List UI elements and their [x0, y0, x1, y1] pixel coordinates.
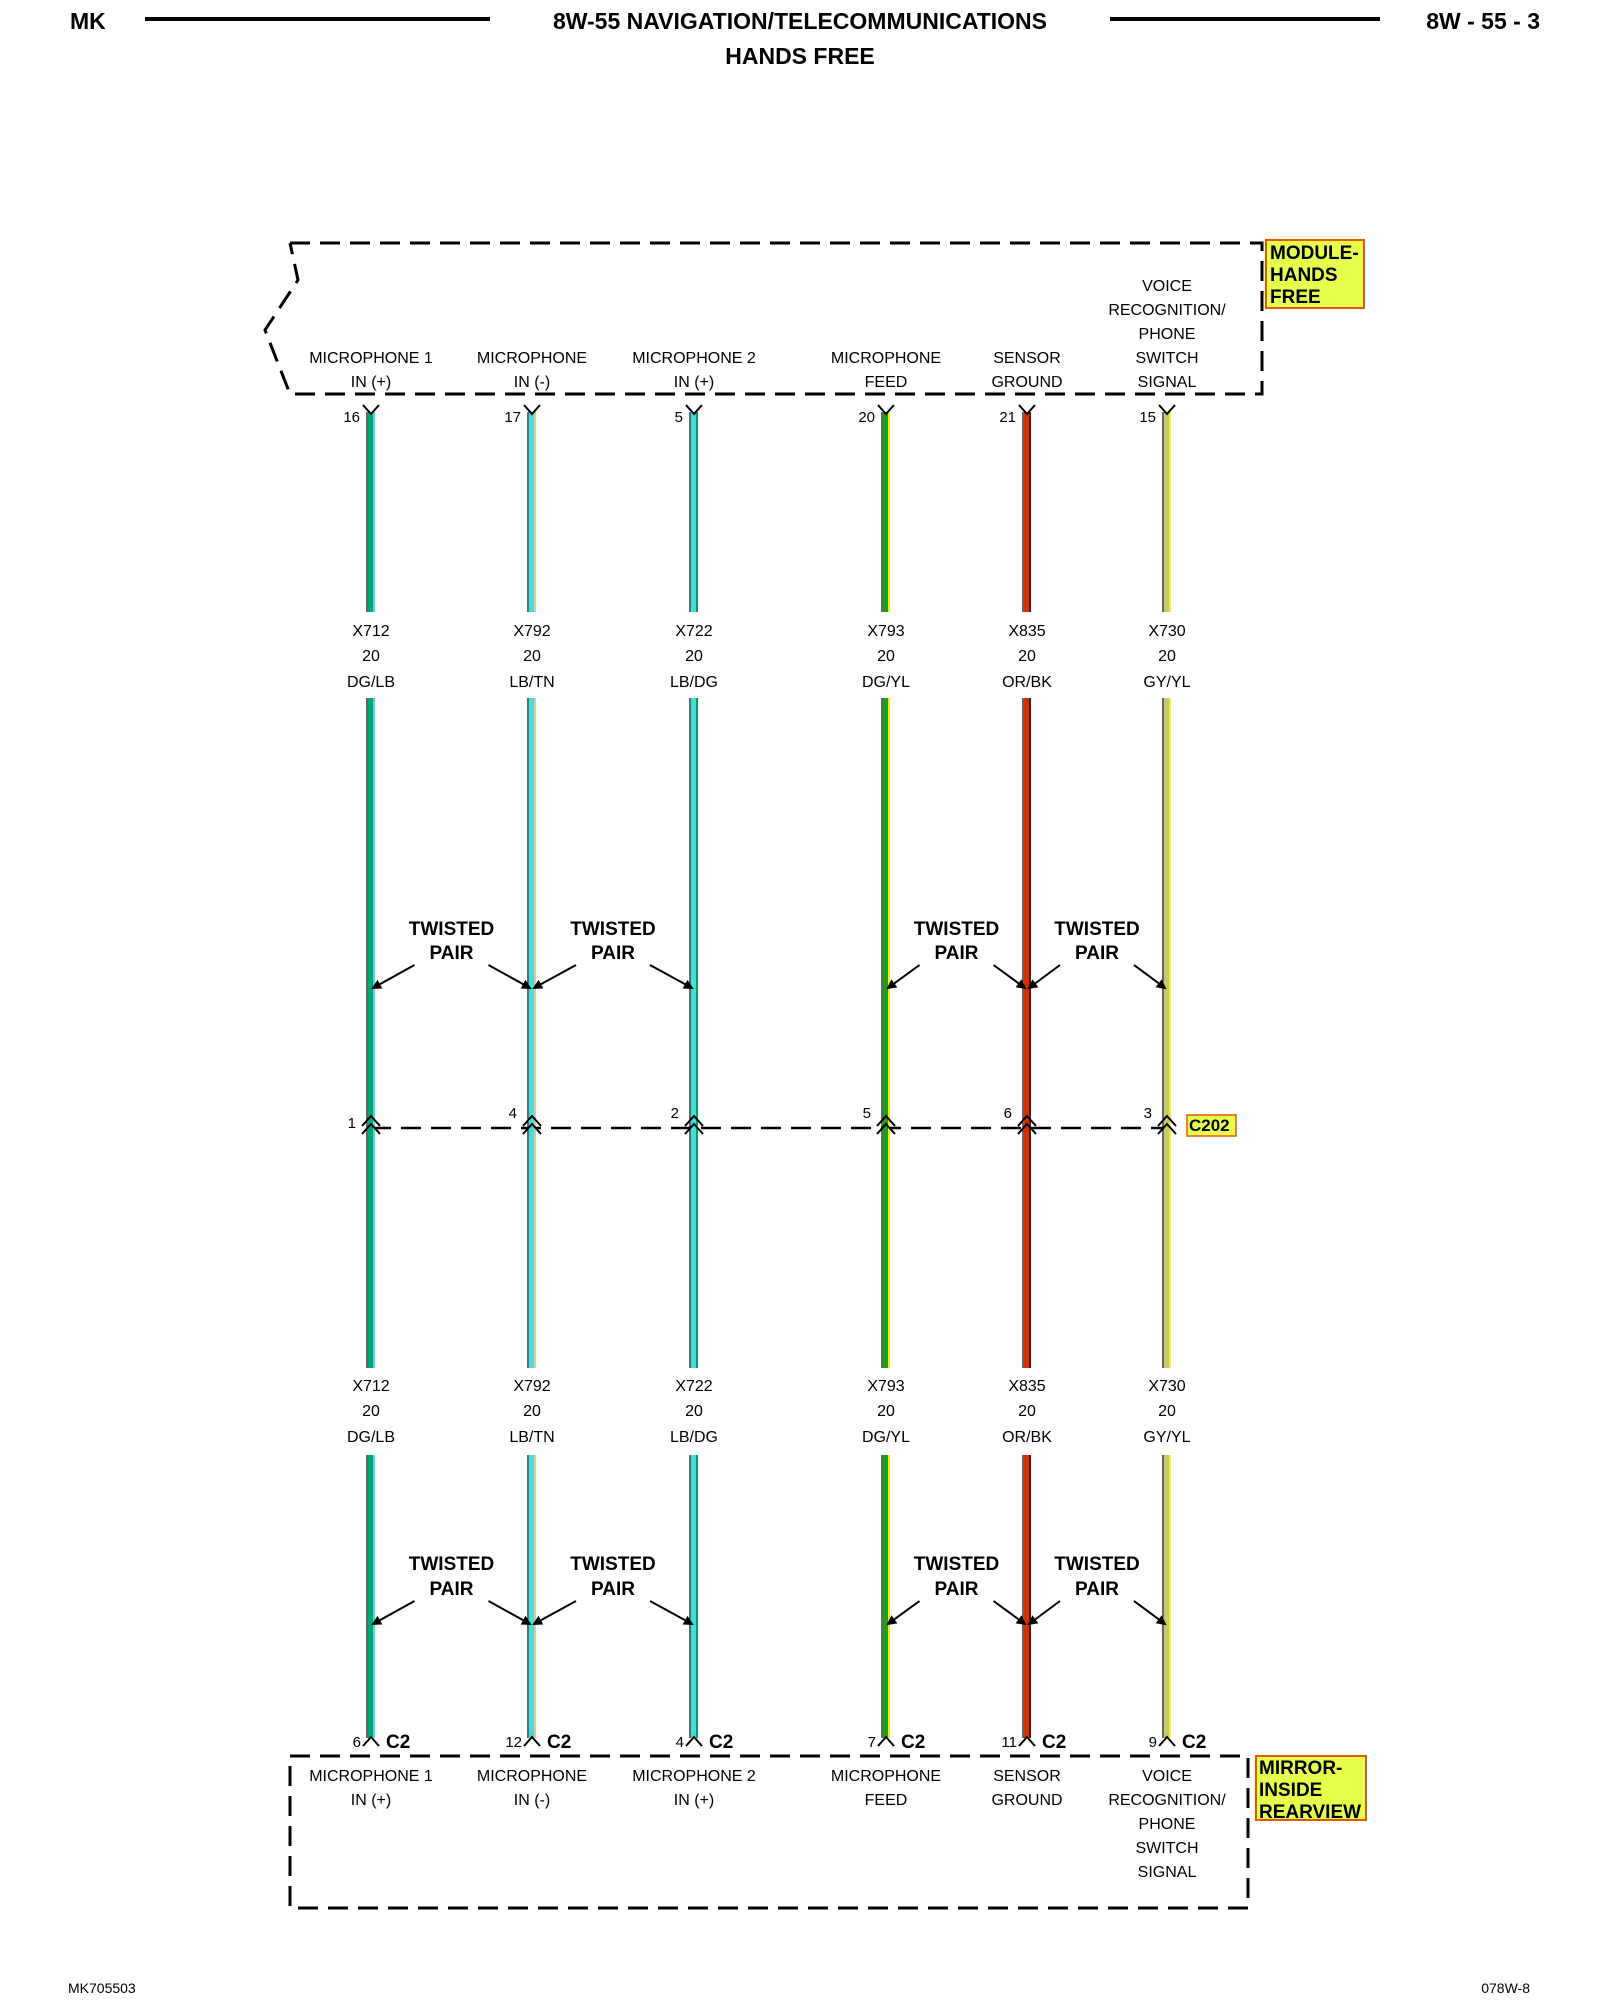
mirror-inside-rearview-label: INSIDE: [1259, 1780, 1323, 1801]
twisted-pair-arrow: [650, 965, 692, 988]
circuit-id-label: X792: [513, 623, 551, 640]
terminal-pin-icon: [1019, 1737, 1035, 1746]
top-circuit-label: IN (+): [673, 374, 715, 391]
wire-color-code-label: LB/DG: [669, 674, 719, 691]
top-circuit-label: RECOGNITION/: [1108, 302, 1226, 319]
bottom-pin-number: 9: [1148, 1734, 1157, 1751]
twisted-pair-label: TWISTED: [408, 1554, 495, 1575]
wire-gauge-label: 20: [877, 648, 895, 665]
wire-gauge-label: 20: [1018, 1403, 1036, 1420]
twisted-pair-arrow: [1029, 1601, 1060, 1624]
c202-pin-number: 5: [862, 1105, 871, 1122]
mirror-inside-rearview-box: [290, 1756, 1248, 1908]
twisted-pair-label: TWISTED: [408, 919, 495, 940]
top-pin-number: 16: [343, 409, 360, 426]
wire-color-code-label: DG/LB: [346, 674, 396, 691]
circuit-id-label: X722: [675, 623, 713, 640]
wire-gauge-label: 20: [523, 648, 541, 665]
twisted-pair-label: PAIR: [429, 1579, 474, 1600]
module-hands-free-label: HANDS: [1270, 265, 1338, 286]
wire-color-code-label: GY/YL: [1143, 674, 1191, 691]
top-pin-number: 20: [858, 409, 875, 426]
bottom-circuit-label: IN (+): [673, 1792, 715, 1809]
bottom-connector-name: C2: [547, 1732, 572, 1753]
twisted-pair-arrow: [489, 1601, 531, 1624]
wire-color-code-label: GY/YL: [1143, 1429, 1191, 1446]
wire-gauge-label: 20: [685, 648, 703, 665]
terminal-pin-icon: [878, 405, 894, 414]
twisted-pair-label: PAIR: [591, 943, 635, 964]
circuit-id-label: X730: [1148, 1378, 1186, 1395]
twisted-pair-arrow: [489, 965, 531, 988]
mirror-inside-rearview-label: MIRROR-: [1259, 1758, 1343, 1779]
connector-c202-label: C202: [1189, 1116, 1230, 1135]
wire-color-code-label: OR/BK: [1002, 1429, 1052, 1446]
terminal-pin-icon: [1159, 1737, 1175, 1746]
twisted-pair-label: TWISTED: [913, 919, 1000, 940]
twisted-pair-arrow: [534, 1601, 576, 1624]
wire-color-code-label: DG/YL: [861, 674, 911, 691]
bottom-connector-name: C2: [386, 1732, 411, 1753]
twisted-pair-label: PAIR: [1075, 1579, 1119, 1600]
top-pin-number: 21: [999, 409, 1016, 426]
c202-pin-number: 3: [1143, 1105, 1152, 1122]
bottom-circuit-label: IN (+): [350, 1792, 392, 1809]
top-circuit-label: MICROPHONE: [830, 350, 942, 367]
terminal-pin-icon: [363, 405, 379, 414]
bottom-circuit-label: MICROPHONE 2: [632, 1768, 756, 1785]
terminal-pin-icon: [363, 1737, 379, 1746]
wire-color-code-label: OR/BK: [1002, 674, 1052, 691]
terminal-pin-icon: [1019, 405, 1035, 414]
module-hands-free-label: FREE: [1270, 287, 1321, 308]
twisted-pair-label: PAIR: [429, 943, 474, 964]
c202-pin-number: 2: [670, 1105, 679, 1122]
top-circuit-label: SWITCH: [1135, 350, 1199, 367]
bottom-circuit-label: MICROPHONE: [830, 1768, 942, 1785]
wire-gauge-label: 20: [362, 1403, 380, 1420]
twisted-pair-label: TWISTED: [1054, 1554, 1140, 1575]
wire-color-code-label: DG/YL: [861, 1429, 911, 1446]
circuit-id-label: X792: [513, 1378, 551, 1395]
wire-gauge-label: 20: [877, 1403, 895, 1420]
c202-pin-number: 4: [508, 1105, 517, 1122]
bottom-pin-number: 12: [505, 1734, 522, 1751]
bottom-circuit-label: MICROPHONE: [476, 1768, 588, 1785]
top-circuit-label: SENSOR: [993, 350, 1061, 367]
bottom-pin-number: 7: [867, 1734, 876, 1751]
terminal-pin-icon: [686, 405, 702, 414]
wire-color-code-label: LB/TN: [509, 1429, 555, 1446]
circuit-id-label: X835: [1008, 1378, 1046, 1395]
top-circuit-label: SIGNAL: [1137, 374, 1197, 391]
twisted-pair-arrow: [1134, 965, 1165, 988]
bottom-circuit-label: SWITCH: [1135, 1840, 1199, 1857]
wire-gauge-label: 20: [685, 1403, 703, 1420]
c202-pin-number: 1: [347, 1115, 356, 1132]
footer-left-code: MK705503: [68, 1980, 136, 1996]
wire-gauge-label: 20: [523, 1403, 541, 1420]
twisted-pair-label: TWISTED: [570, 1554, 656, 1575]
circuit-id-label: X835: [1008, 623, 1046, 640]
header-left-code: MK: [70, 8, 106, 34]
twisted-pair-arrow: [650, 1601, 692, 1624]
page-title-line1: 8W-55 NAVIGATION/TELECOMMUNICATIONS: [552, 8, 1048, 34]
twisted-pair-label: PAIR: [934, 1579, 979, 1600]
top-circuit-label: GROUND: [991, 374, 1063, 391]
top-circuit-label: MICROPHONE 2: [632, 350, 756, 367]
terminal-pin-icon: [524, 405, 540, 414]
page-title-line2: HANDS FREE: [725, 43, 875, 69]
twisted-pair-label: TWISTED: [1054, 919, 1140, 940]
top-pin-number: 5: [674, 409, 683, 426]
wire-gauge-label: 20: [362, 648, 380, 665]
wire-color-code-label: LB/TN: [509, 674, 555, 691]
bottom-circuit-label: IN (-): [513, 1792, 551, 1809]
bottom-circuit-label: MICROPHONE 1: [309, 1768, 433, 1785]
footer-right-code: 078W-8: [1481, 1980, 1530, 1996]
top-circuit-label: IN (-): [513, 374, 551, 391]
module-hands-free-label: MODULE-: [1270, 243, 1359, 264]
twisted-pair-label: PAIR: [591, 1579, 635, 1600]
c202-pin-number: 6: [1003, 1105, 1012, 1122]
bottom-circuit-label: SIGNAL: [1137, 1864, 1197, 1881]
circuit-id-label: X712: [352, 623, 390, 640]
twisted-pair-arrow: [994, 965, 1026, 988]
page-number: 8W - 55 - 3: [1426, 8, 1540, 34]
wire-gauge-label: 20: [1018, 648, 1036, 665]
bottom-pin-number: 6: [352, 1734, 361, 1751]
bottom-circuit-label: SENSOR: [993, 1768, 1061, 1785]
twisted-pair-label: TWISTED: [913, 1554, 1000, 1575]
terminal-pin-icon: [1159, 405, 1175, 414]
bottom-connector-name: C2: [1182, 1732, 1207, 1753]
top-circuit-label: VOICE: [1142, 278, 1192, 295]
circuit-id-label: X712: [352, 1378, 390, 1395]
twisted-pair-arrow: [888, 1601, 920, 1624]
bottom-pin-number: 4: [675, 1734, 684, 1751]
bottom-circuit-label: GROUND: [991, 1792, 1063, 1809]
bottom-circuit-label: VOICE: [1142, 1768, 1192, 1785]
mirror-inside-rearview-label: REARVIEW: [1259, 1802, 1362, 1823]
top-circuit-label: FEED: [864, 374, 908, 391]
terminal-pin-icon: [878, 1737, 894, 1746]
circuit-id-label: X730: [1148, 623, 1186, 640]
bottom-circuit-label: PHONE: [1138, 1816, 1196, 1833]
twisted-pair-arrow: [534, 965, 576, 988]
twisted-pair-arrow: [994, 1601, 1026, 1624]
top-circuit-label: MICROPHONE: [476, 350, 588, 367]
bottom-connector-name: C2: [709, 1732, 734, 1753]
terminal-pin-icon: [686, 1737, 702, 1746]
wire-gauge-label: 20: [1158, 1403, 1176, 1420]
top-circuit-label: MICROPHONE 1: [309, 350, 433, 367]
twisted-pair-arrow: [1134, 1601, 1165, 1624]
twisted-pair-arrow: [1029, 965, 1060, 988]
twisted-pair-label: TWISTED: [570, 919, 656, 940]
top-circuit-label: IN (+): [350, 374, 392, 391]
bottom-circuit-label: FEED: [864, 1792, 908, 1809]
top-pin-number: 15: [1139, 409, 1156, 426]
wire-color-code-label: DG/LB: [346, 1429, 396, 1446]
bottom-pin-number: 11: [1001, 1734, 1017, 1751]
top-pin-number: 17: [504, 409, 521, 426]
twisted-pair-arrow: [373, 965, 415, 988]
twisted-pair-label: PAIR: [934, 943, 979, 964]
bottom-circuit-label: RECOGNITION/: [1108, 1792, 1226, 1809]
wire-color-code-label: LB/DG: [669, 1429, 719, 1446]
terminal-pin-icon: [524, 1737, 540, 1746]
circuit-id-label: X722: [675, 1378, 713, 1395]
circuit-id-label: X793: [867, 623, 905, 640]
bottom-connector-name: C2: [1042, 1732, 1067, 1753]
twisted-pair-arrow: [888, 965, 920, 988]
twisted-pair-arrow: [373, 1601, 415, 1624]
circuit-id-label: X793: [867, 1378, 905, 1395]
bottom-connector-name: C2: [901, 1732, 926, 1753]
top-circuit-label: PHONE: [1138, 326, 1196, 343]
wire-gauge-label: 20: [1158, 648, 1176, 665]
twisted-pair-label: PAIR: [1075, 943, 1119, 964]
